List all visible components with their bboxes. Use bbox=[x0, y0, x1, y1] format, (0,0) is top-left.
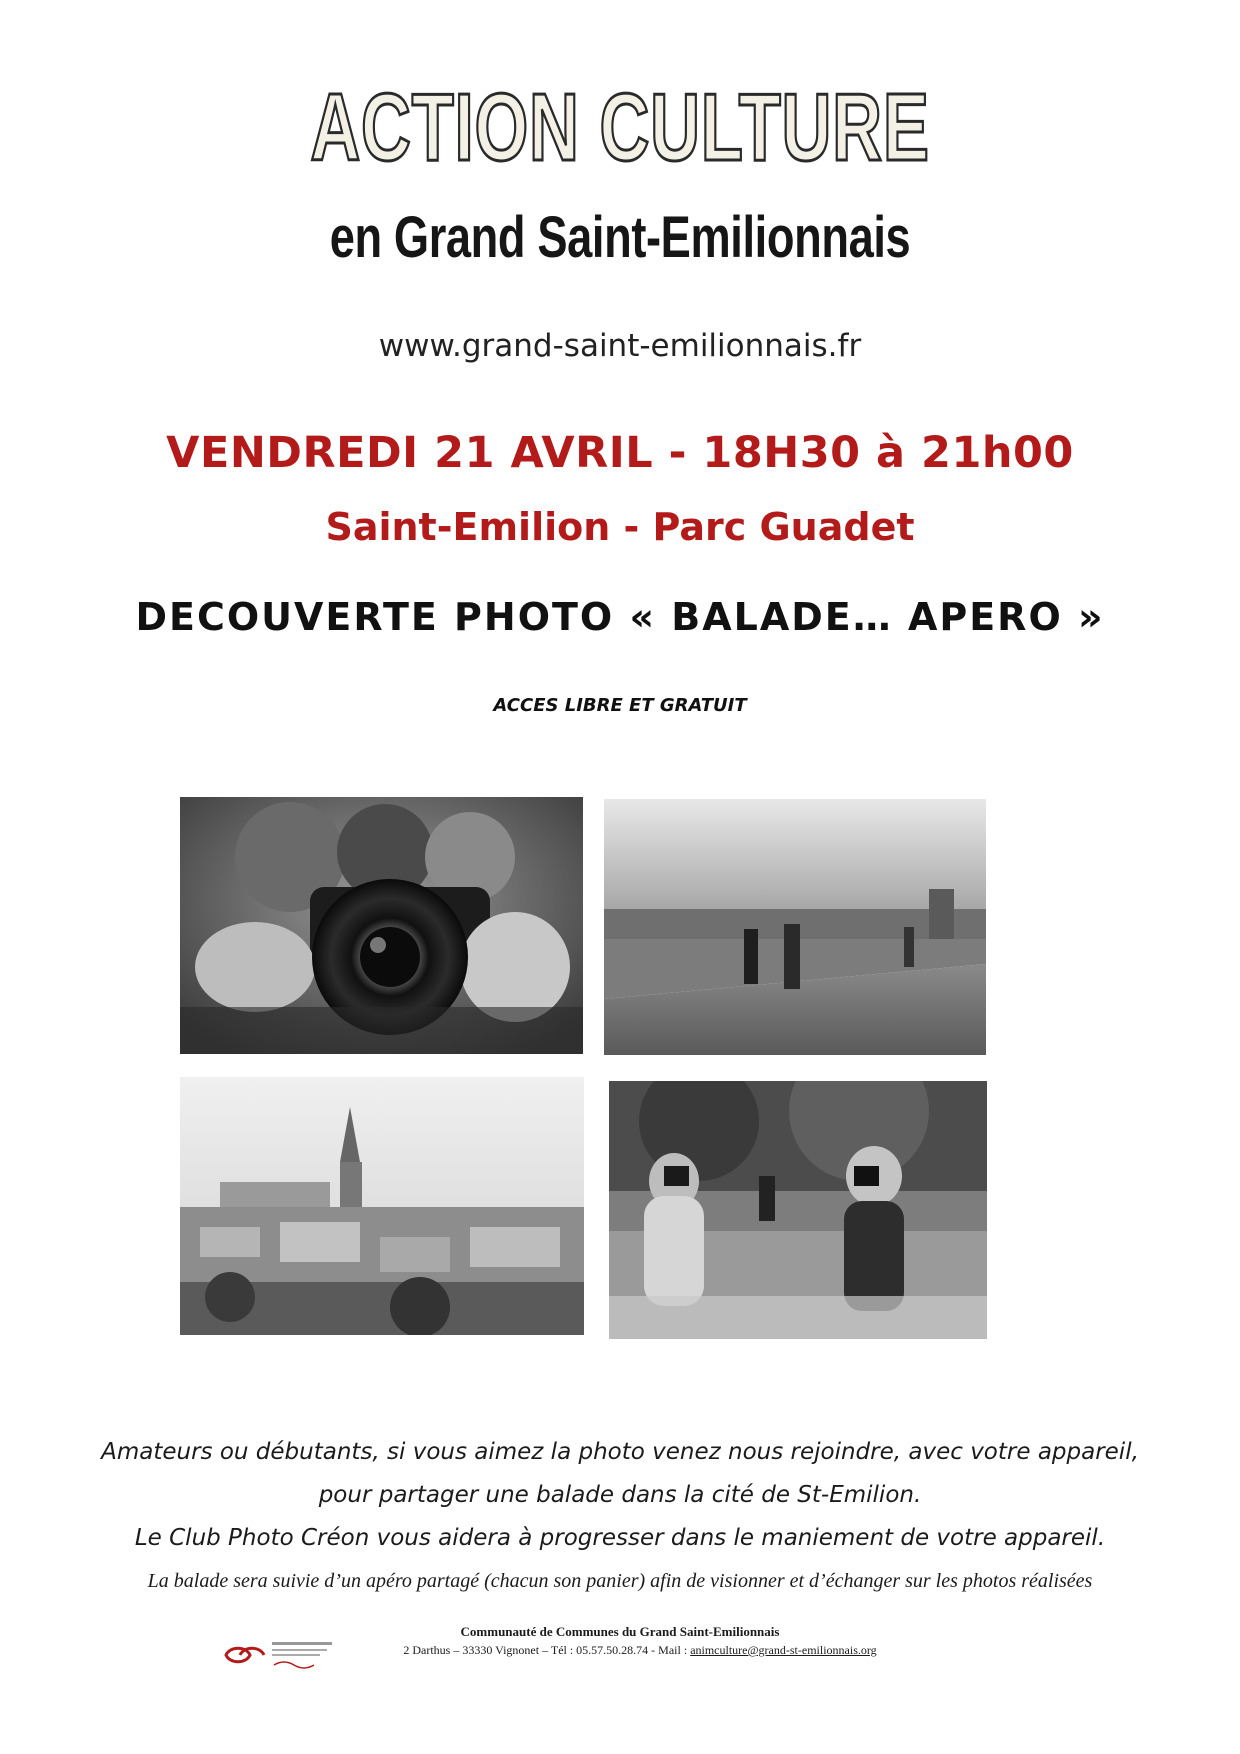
footer-address-text: 2 Darthus – 33330 Vignonet – Tél : 05.57.50.28.74 - Mail : bbox=[403, 1643, 691, 1657]
photo-park-photographers bbox=[609, 1081, 987, 1339]
poster-title: ACTION CULTURE bbox=[310, 74, 930, 181]
event-date-time: VENDREDI 21 AVRIL - 18H30 à 21h00 bbox=[166, 428, 1074, 478]
access-note: ACCES LIBRE ET GRATUIT bbox=[493, 695, 747, 716]
footer-address bbox=[360, 1643, 920, 1658]
footer-organization: Communauté de Communes du Grand Saint-Emilionnais bbox=[460, 1624, 780, 1639]
description-line-1: Amateurs ou débutants, si vous aimez la photo venez nous rejoindre, avec votre appareil, bbox=[101, 1439, 1139, 1465]
description-line-4: La balade sera suivie d’un apéro partagé (chacun son panier) afin de visionner et d’échanger sur les photos réalisées bbox=[147, 1570, 1093, 1592]
description-line-2: pour partager une balade dans la cité de St-Emilion. bbox=[318, 1482, 922, 1508]
event-location: Saint-Emilion - Parc Guadet bbox=[325, 505, 915, 549]
photo-bell-tower bbox=[180, 1077, 584, 1335]
community-logo bbox=[222, 1632, 342, 1678]
photo-camera bbox=[180, 797, 583, 1054]
event-name: DECOUVERTE PHOTO « BALADE… APERO » bbox=[135, 595, 1105, 639]
footer-email-link[interactable]: animculture@grand-st-emilionnais.org bbox=[690, 1643, 877, 1657]
poster-subtitle: en Grand Saint-Emilionnais bbox=[329, 205, 911, 270]
photo-terrace bbox=[604, 799, 986, 1055]
website-link[interactable]: www.grand-saint-emilionnais.fr bbox=[378, 328, 862, 364]
description-line-3: Le Club Photo Créon vous aidera à progresser dans le maniement de votre appareil. bbox=[134, 1525, 1106, 1551]
